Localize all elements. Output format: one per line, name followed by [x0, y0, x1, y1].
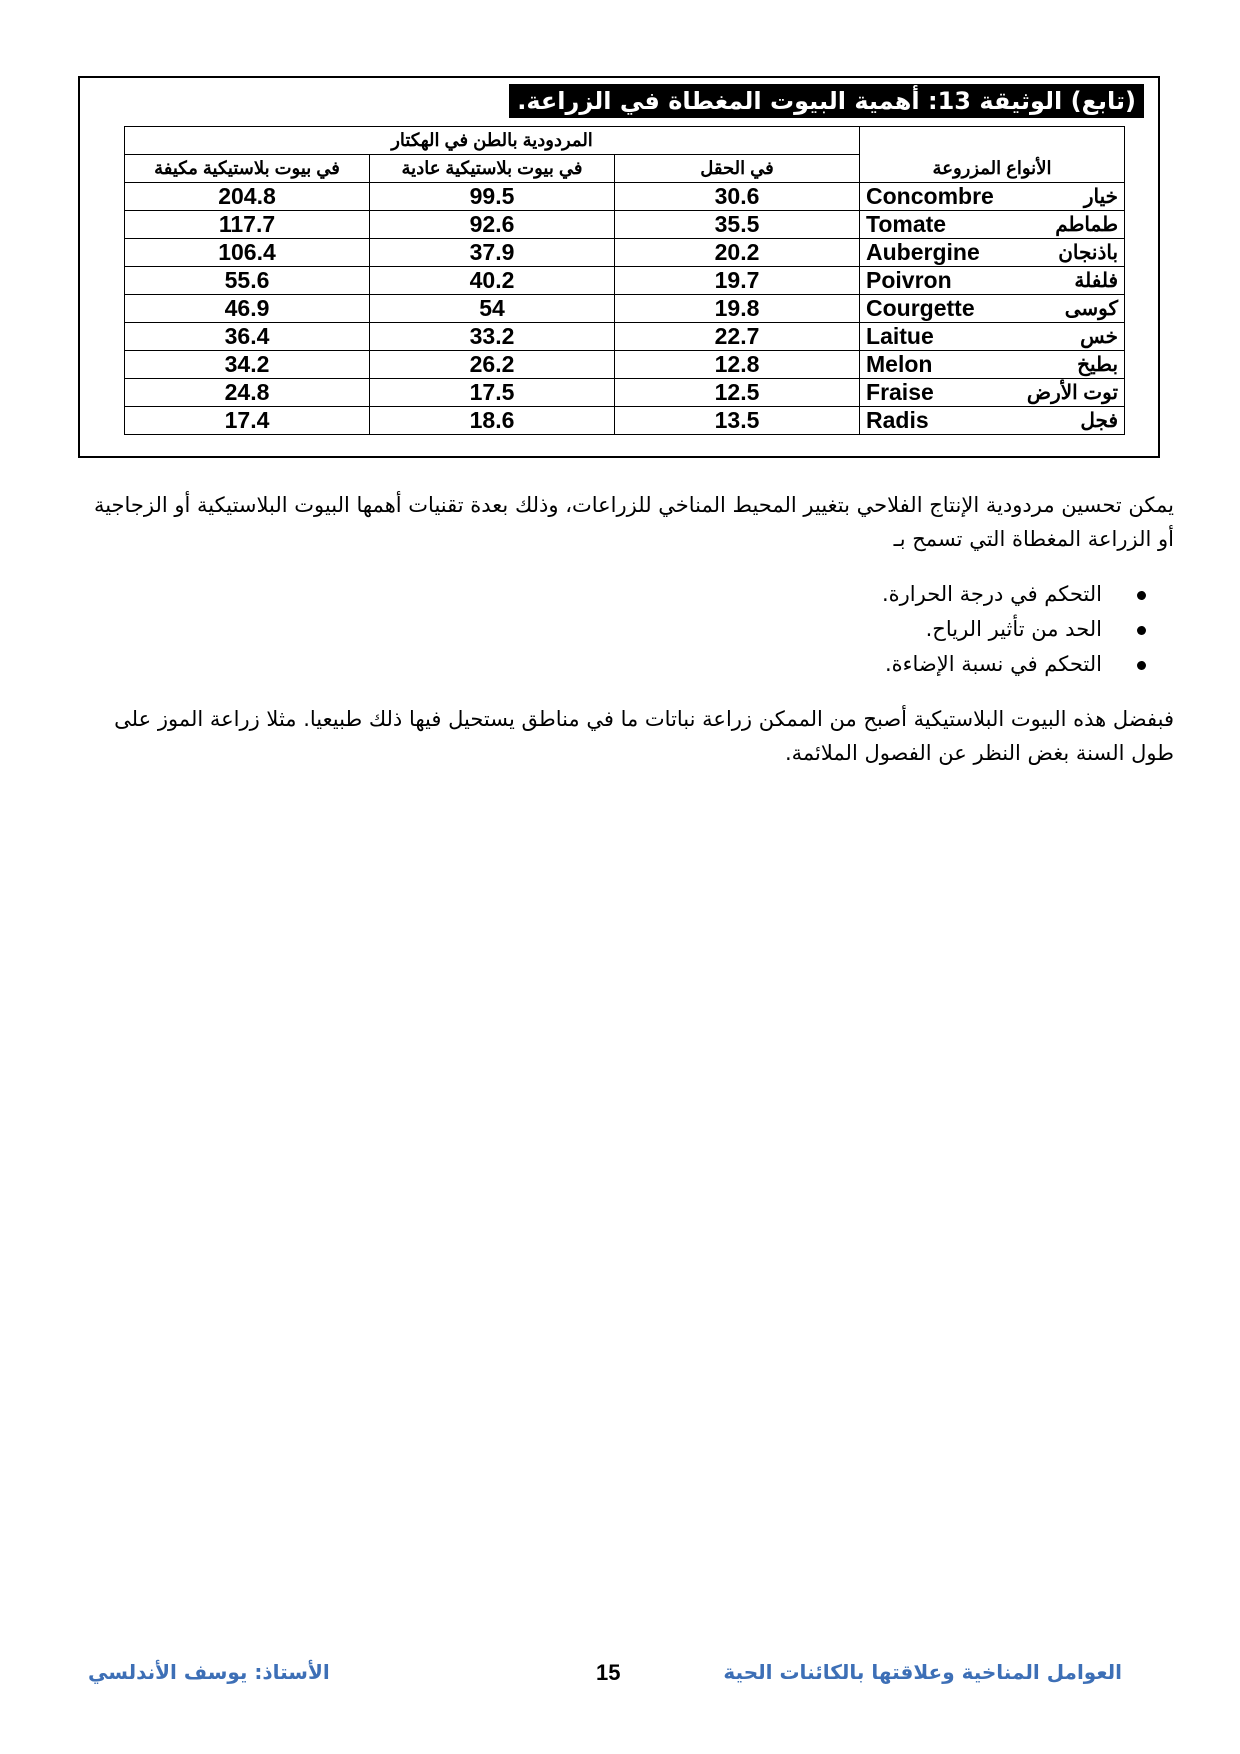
cell-heated: 34.2 [125, 351, 370, 379]
species-name-french: Melon [866, 351, 933, 377]
bullet-icon [1137, 591, 1146, 600]
cell-plain: 54 [370, 295, 615, 323]
cell-plain: 99.5 [370, 183, 615, 211]
cell-plain: 33.2 [370, 323, 615, 351]
list-item [200, 612, 1146, 647]
table-row [125, 239, 1125, 267]
bullet-icon [1137, 661, 1146, 670]
cell-species [860, 183, 1125, 211]
empty-header-cell [860, 127, 1125, 155]
species-name-arabic: بطيخ [1077, 354, 1119, 376]
cell-plain: 26.2 [370, 351, 615, 379]
table-row [125, 351, 1125, 379]
table-row [125, 323, 1125, 351]
header-species: الأنواع المزروعة [860, 155, 1125, 183]
table-row [125, 267, 1125, 295]
cell-heated: 55.6 [125, 267, 370, 295]
cell-field: 20.2 [615, 239, 860, 267]
cell-heated: 36.4 [125, 323, 370, 351]
cell-heated: 106.4 [125, 239, 370, 267]
list-item-text: الحد من تأثير الرياح. [925, 617, 1102, 641]
footer-author: الأستاذ: يوسف الأندلسي [88, 1660, 330, 1684]
document-title: (تابع) الوثيقة 13: أهمية البيوت المغطاة في الزراعة. [509, 84, 1144, 118]
cell-heated: 46.9 [125, 295, 370, 323]
cell-heated: 204.8 [125, 183, 370, 211]
species-name-arabic: توت الأرض [1026, 382, 1119, 404]
species-name-arabic: باذنجان [1058, 242, 1119, 264]
cell-heated: 24.8 [125, 379, 370, 407]
cell-species [860, 323, 1125, 351]
species-name-french: Tomate [866, 211, 947, 237]
cell-heated: 117.7 [125, 211, 370, 239]
cell-field: 30.6 [615, 183, 860, 211]
species-name-arabic: خس [1080, 326, 1119, 348]
species-name-french: Fraise [866, 379, 934, 405]
footer-course-title: العوامل المناخية وعلاقتها بالكائنات الحية [723, 1660, 1122, 1684]
species-name-french: Laitue [866, 323, 934, 349]
species-name-arabic: فلفلة [1074, 270, 1119, 292]
header-heated: في بيوت بلاستيكية مكيفة [125, 155, 370, 183]
species-name-french: Radis [866, 407, 929, 433]
table-row [125, 295, 1125, 323]
species-name-arabic: فجل [1080, 410, 1119, 432]
cell-plain: 37.9 [370, 239, 615, 267]
cell-species [860, 407, 1125, 435]
cell-field: 19.7 [615, 267, 860, 295]
cell-species [860, 351, 1125, 379]
cell-plain: 92.6 [370, 211, 615, 239]
cell-plain: 40.2 [370, 267, 615, 295]
species-name-arabic: طماطم [1055, 214, 1119, 236]
species-name-arabic: خيار [1083, 186, 1119, 208]
list-item-text: التحكم في نسبة الإضاءة. [884, 652, 1102, 676]
list-item [200, 577, 1146, 612]
list-item [200, 647, 1146, 682]
cell-field: 13.5 [615, 407, 860, 435]
benefits-list [200, 577, 1146, 682]
document-frame [78, 76, 1160, 458]
cell-field: 35.5 [615, 211, 860, 239]
cell-field: 12.5 [615, 379, 860, 407]
bullet-icon [1137, 626, 1146, 635]
conclusion-paragraph: فبفضل هذه البيوت البلاستيكية أصبح من الممكن زراعة نباتات ما في مناطق يستحيل فيها ذلك طبيعيا. مثلا زراعة الموز على طول السنة بغض النظر عن الفصول الملائمة. [114, 707, 1174, 765]
cell-field: 12.8 [615, 351, 860, 379]
header-field: في الحقل [615, 155, 860, 183]
table-group-header-row [125, 127, 1125, 155]
cell-species [860, 267, 1125, 295]
intro-paragraph: يمكن تحسين مردودية الإنتاج الفلاحي بتغيير المحيط المناخي للزراعات، وذلك بعدة تقنيات أهمها البيوت البلاستيكية أو الزجاجية أو الزراعة المغطاة التي تسمح بـ [93, 493, 1174, 551]
table-row [125, 183, 1125, 211]
species-name-french: Poivron [866, 267, 952, 293]
list-item-text: التحكم في درجة الحرارة. [881, 582, 1102, 606]
cell-species [860, 295, 1125, 323]
cell-heated: 17.4 [125, 407, 370, 435]
species-name-french: Aubergine [866, 239, 980, 265]
cell-species [860, 211, 1125, 239]
species-name-arabic: كوسى [1064, 298, 1119, 320]
table-row [125, 379, 1125, 407]
cell-species [860, 239, 1125, 267]
table-header-row [125, 155, 1125, 183]
table-row [125, 211, 1125, 239]
cell-plain: 18.6 [370, 407, 615, 435]
yield-table [124, 126, 1125, 435]
table-row [125, 407, 1125, 435]
cell-plain: 17.5 [370, 379, 615, 407]
header-plain: في بيوت بلاستيكية عادية [370, 155, 615, 183]
cell-field: 19.8 [615, 295, 860, 323]
species-name-french: Concombre [866, 183, 994, 209]
cell-species [860, 379, 1125, 407]
page-number: 15 [596, 1660, 621, 1685]
cell-field: 22.7 [615, 323, 860, 351]
group-header: المردودية بالطن في الهكتار [125, 127, 860, 155]
species-name-french: Courgette [866, 295, 975, 321]
